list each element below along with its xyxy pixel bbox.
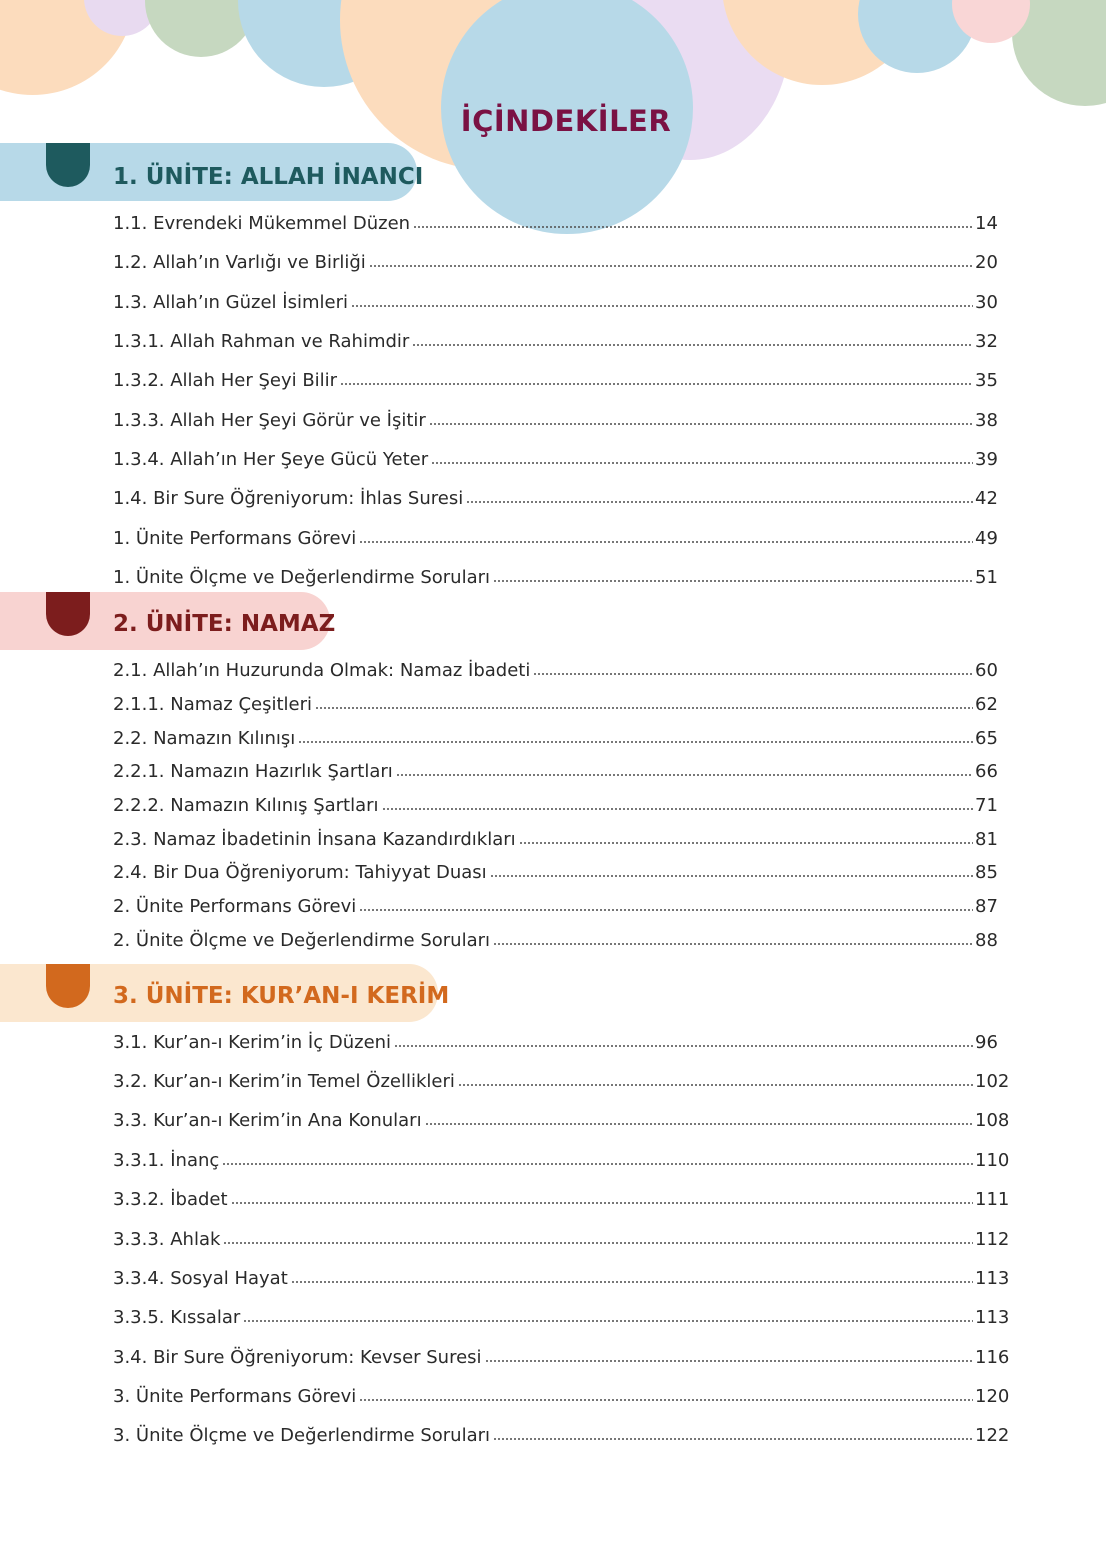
dot-leader <box>519 839 973 845</box>
toc-entry-label: 1.3. Allah’ın Güzel İsimleri <box>113 292 348 313</box>
toc-entry-page: 88 <box>975 930 998 951</box>
toc-entry[interactable] <box>113 560 1009 588</box>
toc-entry[interactable] <box>113 363 1009 391</box>
toc-entry[interactable] <box>113 1064 1009 1092</box>
toc-entry-page: 111 <box>975 1189 1010 1210</box>
toc-entry-page: 35 <box>975 370 998 391</box>
toc-entry[interactable] <box>113 324 1009 352</box>
dot-leader <box>359 538 973 544</box>
dot-leader <box>396 771 973 777</box>
dot-leader <box>394 1042 973 1048</box>
dot-leader <box>412 341 973 347</box>
toc-entry-page: 87 <box>975 896 998 917</box>
toc-entry[interactable] <box>113 855 1009 883</box>
toc-entry[interactable] <box>113 245 1009 273</box>
dot-leader <box>466 498 973 504</box>
toc-entry-label: 3.3.1. İnanç <box>113 1150 220 1171</box>
toc-entry[interactable] <box>113 1143 1009 1171</box>
toc-entry-label: 1.1. Evrendeki Mükemmel Düzen <box>113 213 411 234</box>
toc-entry-label: 3. Ünite Performans Görevi <box>113 1386 357 1407</box>
dot-leader <box>223 1239 973 1245</box>
toc-entry[interactable] <box>113 687 1009 715</box>
toc-entry[interactable] <box>113 1182 1009 1210</box>
toc-entry-label: 2. Ünite Performans Görevi <box>113 896 357 917</box>
dot-leader <box>490 872 973 878</box>
toc-entry-page: 102 <box>975 1071 1010 1092</box>
dot-leader <box>425 1120 973 1126</box>
toc-entry[interactable] <box>113 442 1009 470</box>
toc-entry-page: 60 <box>975 660 998 681</box>
toc-entry-label: 2.2.2. Namazın Kılınış Şartları <box>113 795 379 816</box>
toc-entry-label: 1.3.3. Allah Her Şeyi Görür ve İşitir <box>113 410 426 431</box>
dot-leader <box>369 262 973 268</box>
toc-entry-label: 1. Ünite Ölçme ve Değerlendirme Soruları <box>113 567 491 588</box>
toc-entry-page: 110 <box>975 1150 1010 1171</box>
toc-entry-page: 113 <box>975 1307 1010 1328</box>
toc-entry[interactable] <box>113 403 1009 431</box>
dot-leader <box>485 1357 973 1363</box>
dot-leader <box>382 805 973 811</box>
toc-entry-label: 1.3.4. Allah’ın Her Şeye Gücü Yeter <box>113 449 429 470</box>
dot-leader <box>291 1278 973 1284</box>
toc-entry[interactable] <box>113 923 1009 951</box>
toc-entry-page: 14 <box>975 213 998 234</box>
toc-entry-label: 1. Ünite Performans Görevi <box>113 528 357 549</box>
toc-entry-page: 108 <box>975 1110 1010 1131</box>
dot-leader <box>340 380 973 386</box>
toc-entry-label: 2.1. Allah’ın Huzurunda Olmak: Namaz İbadeti <box>113 660 531 681</box>
toc-entry[interactable] <box>113 521 1009 549</box>
toc-entry-page: 32 <box>975 331 998 352</box>
dot-leader <box>493 577 973 583</box>
dot-leader <box>458 1081 973 1087</box>
dot-leader <box>315 704 973 710</box>
toc-entry-label: 2.1.1. Namaz Çeşitleri <box>113 694 313 715</box>
toc-entry[interactable] <box>113 1222 1009 1250</box>
toc-entry-page: 39 <box>975 449 998 470</box>
toc-entry-label: 3.3. Kur’an-ı Kerim’in Ana Konuları <box>113 1110 422 1131</box>
toc-entry[interactable] <box>113 1418 1009 1446</box>
toc-entry-label: 2.4. Bir Dua Öğreniyorum: Tahiyyat Duası <box>113 862 487 883</box>
unit1-title: 1. ÜNİTE: ALLAH İNANCI <box>113 164 424 190</box>
toc-entry-label: 3. Ünite Ölçme ve Değerlendirme Soruları <box>113 1425 491 1446</box>
toc-entry[interactable] <box>113 788 1009 816</box>
toc-entry-label: 3.4. Bir Sure Öğreniyorum: Kevser Suresi <box>113 1347 482 1368</box>
dot-leader <box>413 223 973 229</box>
toc-entry-page: 112 <box>975 1229 1010 1250</box>
toc-entry-label: 1.4. Bir Sure Öğreniyorum: İhlas Suresi <box>113 488 464 509</box>
toc-entry-label: 3.3.2. İbadet <box>113 1189 228 1210</box>
toc-entry[interactable] <box>113 822 1009 850</box>
toc-entry[interactable] <box>113 1261 1009 1289</box>
dot-leader <box>429 420 973 426</box>
unit3-tab-marker <box>46 964 90 1008</box>
dot-leader <box>351 302 973 308</box>
dot-leader <box>222 1160 973 1166</box>
dot-leader <box>243 1317 973 1323</box>
toc-entry-page: 122 <box>975 1425 1010 1446</box>
toc-entry-page: 96 <box>975 1032 998 1053</box>
unit2-title: 2. ÜNİTE: NAMAZ <box>113 611 336 637</box>
dot-leader <box>533 670 973 676</box>
toc-entry[interactable] <box>113 1025 1009 1053</box>
toc-entry-page: 30 <box>975 292 998 313</box>
toc-entry[interactable] <box>113 1379 1009 1407</box>
toc-entry-page: 62 <box>975 694 998 715</box>
toc-entry[interactable] <box>113 1103 1009 1131</box>
toc-entry-label: 1.3.1. Allah Rahman ve Rahimdir <box>113 331 410 352</box>
toc-entry[interactable] <box>113 206 1009 234</box>
toc-entry-label: 2. Ünite Ölçme ve Değerlendirme Soruları <box>113 930 491 951</box>
toc-entry[interactable] <box>113 1340 1009 1368</box>
toc-entry[interactable] <box>113 754 1009 782</box>
toc-entry[interactable] <box>113 889 1009 917</box>
toc-entry-page: 42 <box>975 488 998 509</box>
dot-leader <box>231 1199 973 1205</box>
page-title: İÇİNDEKİLER <box>460 104 672 138</box>
toc-entry-page: 65 <box>975 728 998 749</box>
toc-entry-page: 20 <box>975 252 998 273</box>
toc-entry-page: 113 <box>975 1268 1010 1289</box>
unit1-tab-marker <box>46 143 90 187</box>
dot-leader <box>431 459 973 465</box>
toc-entry[interactable] <box>113 721 1009 749</box>
toc-entry-page: 66 <box>975 761 998 782</box>
unit3-title: 3. ÜNİTE: KUR’AN-I KERİM <box>113 983 450 1009</box>
toc-entry-label: 3.3.4. Sosyal Hayat <box>113 1268 288 1289</box>
dot-leader <box>298 738 973 744</box>
toc-entry-label: 3.1. Kur’an-ı Kerim’in İç Düzeni <box>113 1032 392 1053</box>
toc-entry-label: 2.2.1. Namazın Hazırlık Şartları <box>113 761 393 782</box>
toc-entry-page: 81 <box>975 829 998 850</box>
toc-entry-label: 3.2. Kur’an-ı Kerim’in Temel Özellikleri <box>113 1071 455 1092</box>
toc-entry[interactable] <box>113 481 1009 509</box>
toc-entry-page: 120 <box>975 1386 1010 1407</box>
dot-leader <box>493 940 973 946</box>
toc-entry-label: 1.2. Allah’ın Varlığı ve Birliği <box>113 252 366 273</box>
toc-entry[interactable] <box>113 285 1009 313</box>
toc-entry-page: 85 <box>975 862 998 883</box>
toc-entry-label: 3.3.5. Kıssalar <box>113 1307 241 1328</box>
toc-entry[interactable] <box>113 653 1009 681</box>
unit2-tab-marker <box>46 592 90 636</box>
toc-entry-label: 2.2. Namazın Kılınışı <box>113 728 296 749</box>
toc-entry-page: 51 <box>975 567 998 588</box>
toc-entry-label: 3.3.3. Ahlak <box>113 1229 221 1250</box>
toc-entry-page: 49 <box>975 528 998 549</box>
toc-entry-page: 116 <box>975 1347 1010 1368</box>
toc-entry[interactable] <box>113 1300 1009 1328</box>
toc-entry-label: 1.3.2. Allah Her Şeyi Bilir <box>113 370 338 391</box>
dot-leader <box>493 1435 973 1441</box>
toc-entry-page: 71 <box>975 795 998 816</box>
dot-leader <box>359 906 973 912</box>
dot-leader <box>359 1396 973 1402</box>
toc-entry-page: 38 <box>975 410 998 431</box>
toc-entry-label: 2.3. Namaz İbadetinin İnsana Kazandırdıkları <box>113 829 516 850</box>
